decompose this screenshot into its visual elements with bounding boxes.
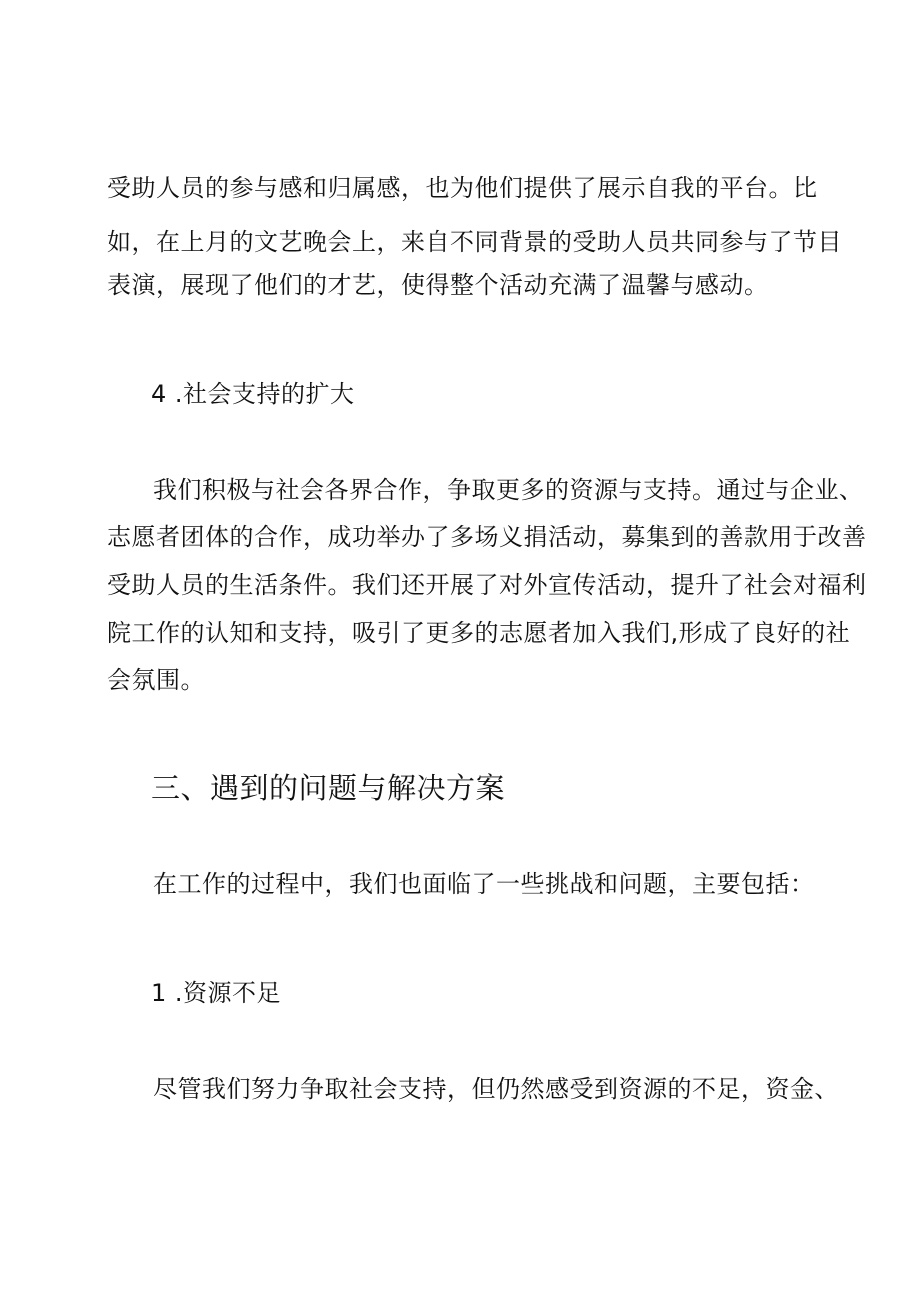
subheading-resources: 1 .资源不足: [151, 979, 282, 1007]
paragraph-line: 表演，展现了他们的才艺，使得整个活动充满了温馨与感动。: [107, 271, 769, 299]
section-heading: 三、遇到的问题与解决方案: [151, 771, 506, 805]
paragraph-line: 受助人员的参与感和归属感，也为他们提供了展示自我的平台。比: [107, 174, 818, 202]
paragraph-line: 尽管我们努力争取社会支持，但仍然感受到资源的不足，资金、: [153, 1075, 839, 1103]
paragraph-line: 我们积极与社会各界合作，争取更多的资源与支持。通过与企业、: [153, 476, 864, 504]
subheading-social-support: 4 .社会支持的扩大: [151, 380, 355, 408]
paragraph-line: 院工作的认知和支持，吸引了更多的志愿者加入我们,形成了良好的社: [107, 619, 851, 647]
paragraph-line: 在工作的过程中，我们也面临了一些挑战和问题，主要包括：: [153, 870, 815, 898]
paragraph-line: 会氛围。: [107, 666, 205, 694]
paragraph-line: 如，在上月的文艺晚会上，来自不同背景的受助人员共同参与了节目: [107, 228, 842, 256]
paragraph-line: 受助人员的生活条件。我们还开展了对外宣传活动，提升了社会对福利: [107, 571, 867, 599]
paragraph-line: 志愿者团体的合作，成功举办了多场义捐活动，募集到的善款用于改善: [107, 523, 867, 551]
